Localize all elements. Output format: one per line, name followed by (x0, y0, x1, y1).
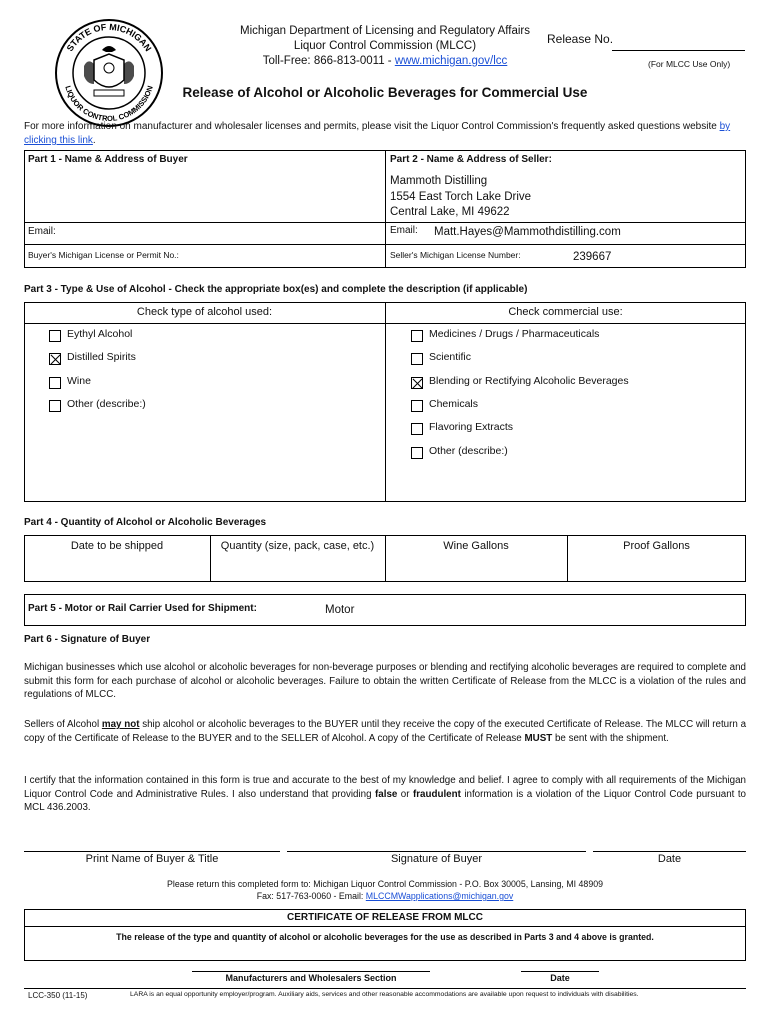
seller-address-field[interactable] (390, 174, 740, 220)
commercial-use-title: Check commercial use: (508, 306, 623, 318)
alcohol-type-label: Eythyl Alcohol (67, 328, 133, 340)
intro-end: . (92, 135, 96, 146)
may-not-emphasis: may not (101, 719, 140, 730)
equal-opportunity-notice: LARA is an equal opportunity employer/program. Auxiliary aids, services and other reasonable accommodations are available upon request to individuals with disabilities. (130, 991, 639, 998)
col-wine-gallons: Wine Gallons (443, 540, 509, 552)
commercial-use-label: Other (describe:) (429, 444, 508, 457)
buyer-email-field[interactable] (70, 224, 380, 242)
certificate-text: The release of the type and quantity of alcohol or alcoholic beverages for the use as described in Parts 3 and 4 above is granted. (116, 932, 654, 942)
return-address: Please return this completed form to: Michigan Liquor Control Commission - P.O. Box 30005, Lansing, MI 48909 (167, 879, 603, 889)
commercial-use-label: Blending or Rectifying Alcoholic Beverages (429, 374, 629, 387)
commercial-use-checkbox[interactable] (411, 353, 423, 365)
alcohol-type-label: Other (describe:) (67, 397, 146, 410)
mlcc-use-note: (For MLCC Use Only) (648, 59, 731, 69)
col-proof-gallons: Proof Gallons (623, 540, 690, 552)
mlcc-date-caption: Date (550, 973, 570, 983)
tollfree: Toll-Free: 866-813-0011 - (262, 55, 395, 67)
alcohol-type-checkbox[interactable] (49, 330, 61, 342)
buyer-email-label: Email: (28, 226, 56, 237)
alcohol-type-checkbox[interactable] (49, 353, 61, 365)
signature-line[interactable] (287, 851, 586, 852)
seller-license-field[interactable]: 239667 (573, 251, 612, 263)
commercial-use-checkbox[interactable] (411, 377, 423, 389)
p2e: be sent with the shipment. (552, 732, 669, 744)
agency-name: Michigan Department of Licensing and Regulatory Affairs (239, 25, 530, 37)
alcohol-type-checkbox[interactable] (49, 400, 61, 412)
commercial-use-checkbox[interactable] (411, 330, 423, 342)
commercial-use-label: Scientific (429, 351, 472, 364)
form-number: LCC-350 (11-15) (28, 991, 88, 1000)
p2c: ship alcohol or alcoholic beverages to the BUYER until they receive the copy of the executed Certificate of Release. The MLCC will return a copy of the Certificate of Release to the BUYER and to the SELLER of Alcohol. A copy of the Certificate of Release (24, 719, 747, 744)
agency-header (200, 24, 570, 69)
seller-license-label: Seller's Michigan License Number: (390, 250, 521, 260)
website-link[interactable]: www.michigan.gov/lcc (394, 55, 508, 67)
p3e: information is a violation of the Liquor Control Code pursuant to MCL 436.2003. (24, 788, 746, 813)
intro-text (24, 120, 746, 148)
p3c: or (397, 788, 413, 800)
date-line[interactable] (593, 851, 746, 852)
alcohol-type-label: Distilled Spirits (67, 351, 136, 364)
seller-street: 1554 East Torch Lake Drive (390, 190, 532, 203)
commercial-use-label: Flavoring Extracts (429, 421, 514, 434)
release-no-field[interactable] (612, 50, 745, 51)
fax-number: Fax: 517-763-0060 - Email: (256, 891, 366, 901)
buyer-address-field[interactable] (28, 168, 380, 220)
buyer-license-field[interactable] (215, 246, 380, 266)
intro-body: For more information on manufacturer and wholesaler licenses and permits, please visit the Liquor Control Commission's frequently asked questions website (24, 121, 720, 132)
seller-email-field[interactable]: Matt.Hayes@Mammothdistilling.com (434, 226, 621, 238)
commission-name: Liquor Control Commission (MLCC) (293, 40, 477, 52)
part2-heading: Part 2 - Name & Address of Seller: (390, 154, 552, 165)
alcohol-type-checkbox[interactable] (49, 377, 61, 389)
date-caption: Date (657, 853, 682, 865)
part6-para1: Michigan businesses which use alcohol or alcoholic beverages for non-beverage purposes or blending and rectifying alcoholic beverages are required to complete and submit this form for each purchase of alcohol or alcoholic beverages. Failure to obtain the written Certificate of Release from the MLCC is a violation of the rules and regulations of MLCC. (24, 662, 746, 700)
mlcc-section-line[interactable] (192, 971, 430, 972)
part5-heading: Part 5 - Motor or Rail Carrier Used for Shipment: (28, 603, 257, 614)
mlcc-section-caption: Manufacturers and Wholesalers Section (225, 973, 397, 983)
part6-para2 (24, 718, 746, 745)
must-emphasis: MUST (524, 732, 553, 744)
certificate-title: CERTIFICATE OF RELEASE FROM MLCC (287, 912, 483, 923)
mlcc-email-link[interactable]: MLCCMWapplications@michigan.gov (365, 891, 514, 901)
commercial-use-label: Chemicals (429, 397, 479, 410)
commercial-use-label: Medicines / Drugs / Pharmaceuticals (429, 328, 600, 340)
release-no-label: Release No. (547, 32, 614, 46)
part6-heading: Part 6 - Signature of Buyer (24, 634, 151, 645)
contact-line (200, 54, 570, 69)
michigan-seal-logo (54, 18, 164, 128)
form-title: Release of Alcohol or Alcoholic Beverages for Commercial Use (182, 85, 588, 100)
return-contact (0, 890, 770, 902)
p2a: Sellers of Alcohol (24, 719, 102, 730)
svg-text:LIQUOR CONTROL COMMISSION: LIQUOR CONTROL COMMISSION (63, 84, 155, 124)
seller-email-label: Email: (390, 225, 418, 236)
false-emphasis: false (375, 788, 398, 800)
part4-heading: Part 4 - Quantity of Alcohol or Alcoholic Beverages (24, 517, 267, 528)
seller-name: Mammoth Distilling (390, 175, 488, 187)
col-date-shipped: Date to be shipped (70, 540, 164, 552)
commercial-use-checkbox[interactable] (411, 400, 423, 412)
mlcc-date-line[interactable] (521, 971, 599, 972)
signature-caption: Signature of Buyer (390, 853, 483, 865)
p3a: I certify that the information contained in this form is true and accurate to the best of my knowledge and belief. I agree to comply with all requirements of the Michigan Liquor Control Code and Administrative Rules. I also understand that providing (24, 775, 746, 800)
svg-text:STATE OF MICHIGAN: STATE OF MICHIGAN (64, 21, 154, 54)
return-instructions (0, 878, 770, 902)
part3-heading: Part 3 - Type & Use of Alcohol - Check the appropriate box(es) and complete the description (if applicable) (24, 284, 528, 295)
commercial-use-checkbox[interactable] (411, 423, 423, 435)
print-name-caption: Print Name of Buyer & Title (85, 853, 219, 865)
seller-city: Central Lake, MI 49622 (390, 206, 510, 218)
fraudulent-emphasis: fraudulent (412, 788, 461, 800)
part6-para3 (24, 774, 746, 815)
part1-heading: Part 1 - Name & Address of Buyer (28, 154, 188, 165)
carrier-field[interactable]: Motor (325, 604, 355, 616)
col-quantity: Quantity (size, pack, case, etc.) (220, 540, 375, 552)
commercial-use-checkbox[interactable] (411, 447, 423, 459)
alcohol-type-label: Wine (67, 374, 91, 387)
alcohol-type-title: Check type of alcohol used: (136, 306, 273, 318)
faq-link[interactable]: by clicking this link (24, 121, 731, 146)
buyer-license-label: Buyer's Michigan License or Permit No.: (28, 250, 179, 260)
print-name-line[interactable] (24, 851, 280, 852)
